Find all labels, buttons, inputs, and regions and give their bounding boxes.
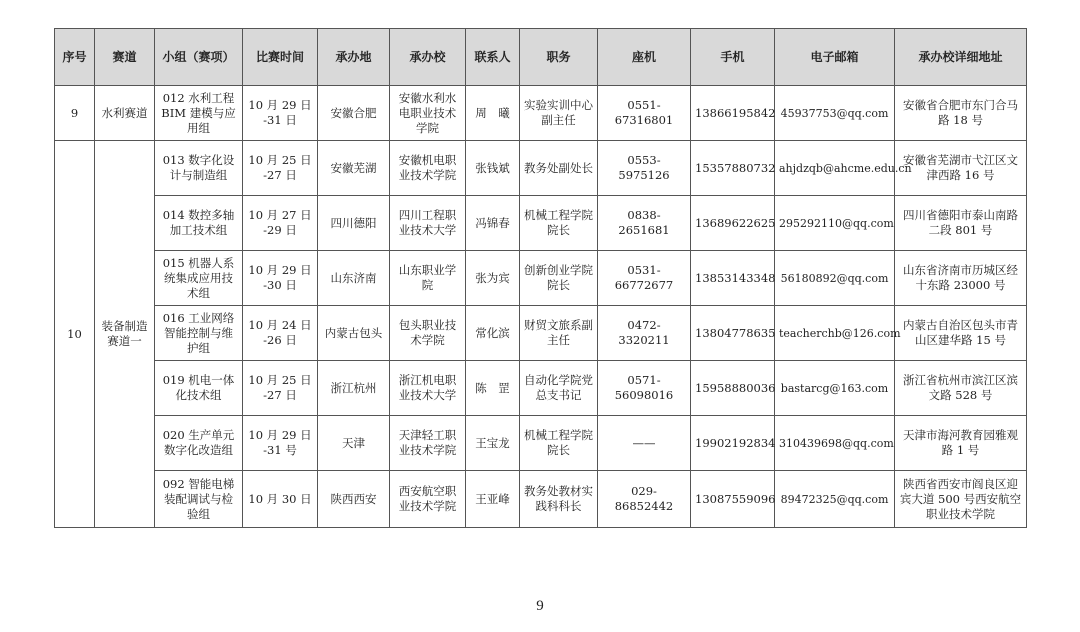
mobile-cell: 13804778635 xyxy=(691,306,775,361)
email-cell[interactable]: 295292110@qq.com xyxy=(775,196,895,251)
group-cell: 012 水利工程 BIM 建模与应用组 xyxy=(155,86,243,141)
contact-cell: 周 曦 xyxy=(466,86,520,141)
school-cell: 天津轻工职业技术学院 xyxy=(390,416,466,471)
table-row xyxy=(55,141,1027,196)
email-cell[interactable]: 56180892@qq.com xyxy=(775,251,895,306)
school-cell: 安徽水利水电职业技术学院 xyxy=(390,86,466,141)
group-cell: 014 数控多轴加工技术组 xyxy=(155,196,243,251)
phone-cell: 0551-67316801 xyxy=(598,86,691,141)
position-cell: 机械工程学院院长 xyxy=(520,196,598,251)
header-seq: 序号 xyxy=(55,29,95,86)
place-cell: 四川德阳 xyxy=(318,196,390,251)
position-cell: 创新创业学院院长 xyxy=(520,251,598,306)
table-row xyxy=(55,471,1027,528)
group-cell: 015 机器人系统集成应用技术组 xyxy=(155,251,243,306)
contact-cell: 冯锦春 xyxy=(466,196,520,251)
position-cell: 自动化学院党总支书记 xyxy=(520,361,598,416)
group-cell: 013 数字化设计与制造组 xyxy=(155,141,243,196)
school-cell: 山东职业学院 xyxy=(390,251,466,306)
phone-cell: 0553-5975126 xyxy=(598,141,691,196)
time-cell: 10 月 24 日 -26 日 xyxy=(243,306,318,361)
header-phone: 座机 xyxy=(598,29,691,86)
competition-table xyxy=(54,28,1027,528)
email-cell[interactable]: teacherchb@126.com xyxy=(775,306,895,361)
position-cell: 教务处教材实践科科长 xyxy=(520,471,598,528)
seq-cell: 9 xyxy=(55,86,95,141)
email-cell[interactable]: 310439698@qq.com xyxy=(775,416,895,471)
contact-cell: 张钱斌 xyxy=(466,141,520,196)
address-cell: 内蒙古自治区包头市青山区建华路 15 号 xyxy=(895,306,1027,361)
phone-cell: 0838-2651681 xyxy=(598,196,691,251)
school-cell: 浙江机电职业技术大学 xyxy=(390,361,466,416)
phone-cell: 0571-56098016 xyxy=(598,361,691,416)
group-cell: 020 生产单元数字化改造组 xyxy=(155,416,243,471)
group-cell: 016 工业网络智能控制与维护组 xyxy=(155,306,243,361)
address-cell: 四川省德阳市泰山南路二段 801 号 xyxy=(895,196,1027,251)
mobile-cell: 13853143348 xyxy=(691,251,775,306)
place-cell: 浙江杭州 xyxy=(318,361,390,416)
time-cell: 10 月 27 日 -29 日 xyxy=(243,196,318,251)
table-row xyxy=(55,251,1027,306)
place-cell: 安徽合肥 xyxy=(318,86,390,141)
header-place: 承办地 xyxy=(318,29,390,86)
place-cell: 安徽芜湖 xyxy=(318,141,390,196)
contact-cell: 常化滨 xyxy=(466,306,520,361)
place-cell: 内蒙古包头 xyxy=(318,306,390,361)
email-cell[interactable]: bastarcg@163.com xyxy=(775,361,895,416)
address-cell: 浙江省杭州市滨江区滨文路 528 号 xyxy=(895,361,1027,416)
phone-cell: —— xyxy=(598,416,691,471)
header-school: 承办校 xyxy=(390,29,466,86)
table-row xyxy=(55,306,1027,361)
time-cell: 10 月 29 日 -31 号 xyxy=(243,416,318,471)
contact-cell: 陈 罡 xyxy=(466,361,520,416)
school-cell: 西安航空职业技术学院 xyxy=(390,471,466,528)
mobile-cell: 15958880036 xyxy=(691,361,775,416)
place-cell: 天津 xyxy=(318,416,390,471)
track-cell: 水利赛道 xyxy=(95,86,155,141)
time-cell: 10 月 29 日 -31 日 xyxy=(243,86,318,141)
position-cell: 财贸文旅系副主任 xyxy=(520,306,598,361)
group-cell: 019 机电一体化技术组 xyxy=(155,361,243,416)
header-time: 比赛时间 xyxy=(243,29,318,86)
time-cell: 10 月 25 日 -27 日 xyxy=(243,141,318,196)
phone-cell: 0472-3320211 xyxy=(598,306,691,361)
place-cell: 陕西西安 xyxy=(318,471,390,528)
school-cell: 四川工程职业技术大学 xyxy=(390,196,466,251)
header-track: 赛道 xyxy=(95,29,155,86)
seq-cell: 10 xyxy=(55,141,95,528)
contact-cell: 张为宾 xyxy=(466,251,520,306)
email-cell[interactable]: 45937753@qq.com xyxy=(775,86,895,141)
address-cell: 山东省济南市历城区经十东路 23000 号 xyxy=(895,251,1027,306)
contact-cell: 王亚峰 xyxy=(466,471,520,528)
table-row xyxy=(55,416,1027,471)
mobile-cell: 15357880732 xyxy=(691,141,775,196)
header-position: 职务 xyxy=(520,29,598,86)
position-cell: 教务处副处长 xyxy=(520,141,598,196)
table-row xyxy=(55,361,1027,416)
time-cell: 10 月 30 日 xyxy=(243,471,318,528)
school-cell: 安徽机电职业技术学院 xyxy=(390,141,466,196)
address-cell: 天津市海河教育园雅观路 1 号 xyxy=(895,416,1027,471)
address-cell: 陕西省西安市阎良区迎宾大道 500 号西安航空职业技术学院 xyxy=(895,471,1027,528)
position-cell: 实验实训中心副主任 xyxy=(520,86,598,141)
contact-cell: 王宝龙 xyxy=(466,416,520,471)
track-cell: 装备制造赛道一 xyxy=(95,141,155,528)
school-cell: 包头职业技术学院 xyxy=(390,306,466,361)
mobile-cell: 13689622625 xyxy=(691,196,775,251)
header-email: 电子邮箱 xyxy=(775,29,895,86)
table-row xyxy=(55,86,1027,141)
email-cell[interactable]: ahjdzqb@ahcme.edu.cn xyxy=(775,141,895,196)
address-cell: 安徽省合肥市东门合马路 18 号 xyxy=(895,86,1027,141)
phone-cell: 0531-66772677 xyxy=(598,251,691,306)
header-row xyxy=(55,29,1027,86)
page-number: 9 xyxy=(536,598,544,614)
mobile-cell: 13087559096 xyxy=(691,471,775,528)
header-address: 承办校详细地址 xyxy=(895,29,1027,86)
position-cell: 机械工程学院院长 xyxy=(520,416,598,471)
header-contact: 联系人 xyxy=(466,29,520,86)
mobile-cell: 19902192834 xyxy=(691,416,775,471)
table-row xyxy=(55,196,1027,251)
time-cell: 10 月 29 日 -30 日 xyxy=(243,251,318,306)
email-cell[interactable]: 89472325@qq.com xyxy=(775,471,895,528)
place-cell: 山东济南 xyxy=(318,251,390,306)
header-group: 小组（赛项） xyxy=(155,29,243,86)
time-cell: 10 月 25 日 -27 日 xyxy=(243,361,318,416)
address-cell: 安徽省芜湖市弋江区文津西路 16 号 xyxy=(895,141,1027,196)
phone-cell: 029-86852442 xyxy=(598,471,691,528)
header-mobile: 手机 xyxy=(691,29,775,86)
mobile-cell: 13866195842 xyxy=(691,86,775,141)
group-cell: 092 智能电梯装配调试与检验组 xyxy=(155,471,243,528)
